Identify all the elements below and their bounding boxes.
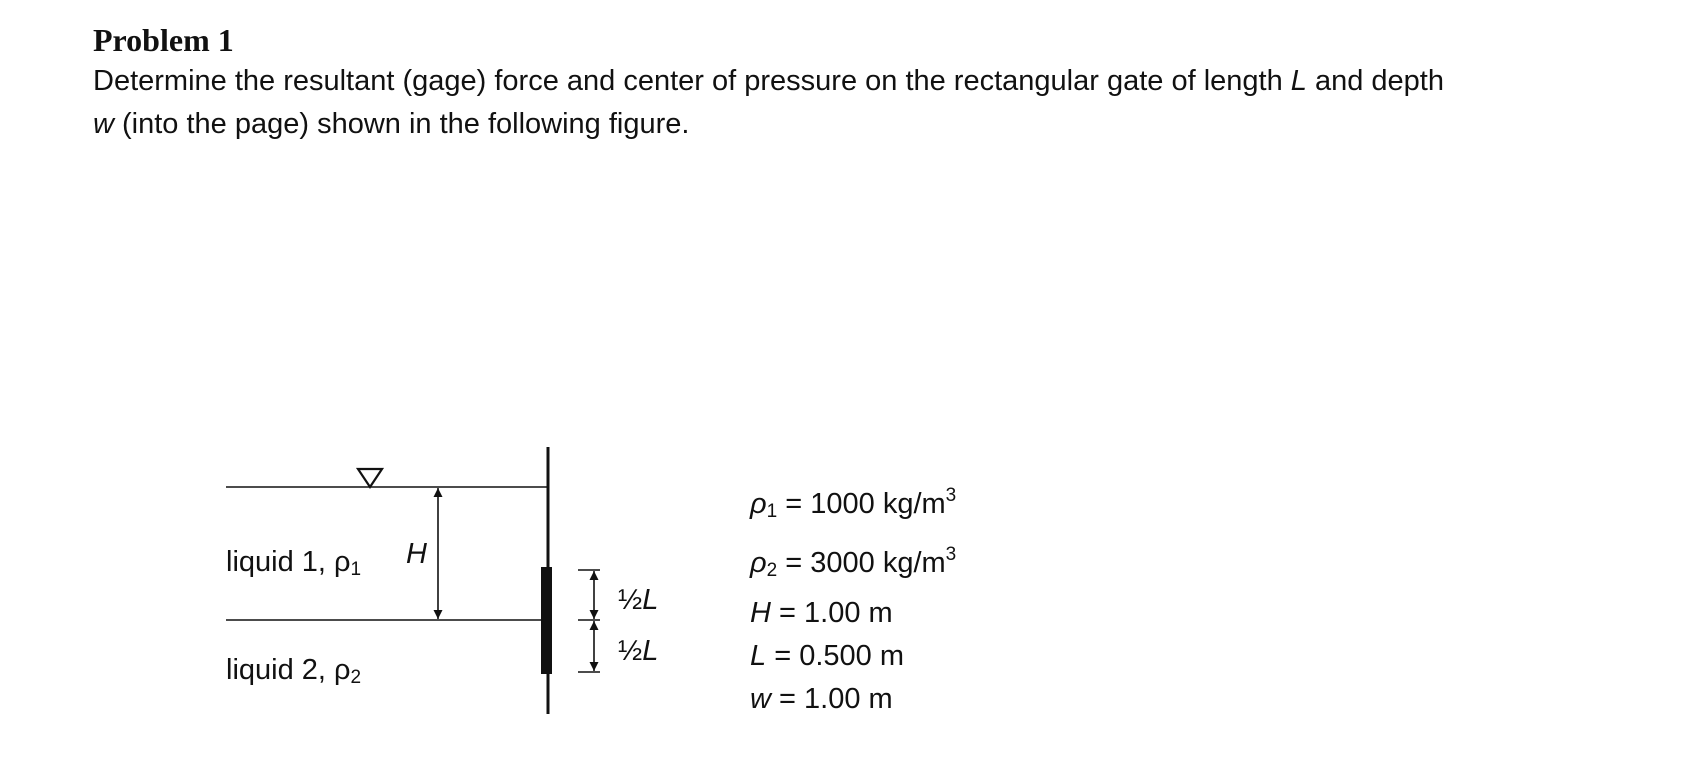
liquid-2-label: [226, 653, 361, 695]
statement-var-w: w: [93, 108, 114, 140]
rho1-symbol: ρ: [750, 488, 767, 520]
problem-title: Problem 1: [93, 22, 234, 58]
rho2-subscript: 2: [766, 560, 778, 581]
half-L-lower-half: ½: [618, 635, 643, 667]
rho1-superscript: 3: [945, 485, 957, 506]
rho2-symbol: ρ: [750, 547, 767, 579]
half-L-lower-var: L: [642, 635, 659, 667]
H-label: [406, 537, 427, 571]
L-value: = 0.500 m: [766, 640, 904, 672]
L-var: L: [750, 640, 767, 672]
liquid-1-subscript: 1: [350, 559, 362, 580]
half-L-upper-label: [618, 583, 658, 617]
statement-text-2: and depth: [1306, 65, 1444, 97]
rho1-subscript: 1: [766, 501, 778, 522]
half-L-upper-var: L: [642, 584, 659, 616]
given-w: [750, 678, 956, 721]
liquid-2-text: liquid 2, ρ: [226, 654, 351, 686]
given-rho1: [750, 474, 956, 533]
w-var: w: [750, 683, 771, 715]
rho2-value: = 3000 kg/m: [777, 547, 946, 579]
half-L-upper-half: ½: [618, 584, 643, 616]
H-var: H: [750, 597, 771, 629]
inverted-triangle-icon: [358, 469, 382, 487]
statement-var-L: L: [1290, 65, 1307, 97]
rho2-superscript: 3: [945, 544, 957, 565]
statement-text-3: (into the page) shown in the following figure.: [113, 108, 690, 140]
rho1-value: = 1000 kg/m: [777, 488, 946, 520]
half-L-lower-label: [618, 634, 658, 668]
given-rho2: [750, 533, 956, 592]
liquid-2-subscript: 2: [350, 667, 362, 688]
given-H: [750, 592, 956, 635]
gate-bar: [541, 567, 552, 674]
H-value: = 1.00 m: [770, 597, 893, 629]
liquid-1-label: [226, 545, 361, 587]
liquid-1-text: liquid 1, ρ: [226, 546, 351, 578]
given-L: [750, 635, 956, 678]
w-value: = 1.00 m: [770, 683, 893, 715]
statement-text-1: Determine the resultant (gage) force and center of pressure on the rectangular gate of length: [93, 65, 1291, 97]
H-label-text: H: [406, 538, 427, 570]
given-values: [750, 474, 956, 721]
